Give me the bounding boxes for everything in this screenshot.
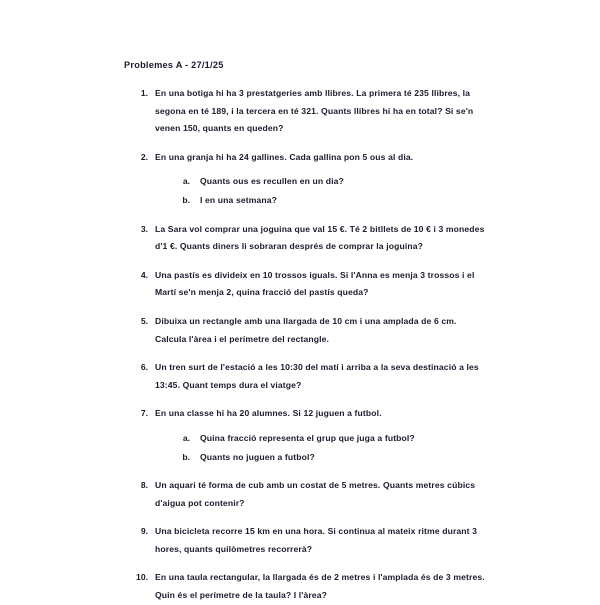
problem-item bbox=[124, 405, 490, 466]
problem-list bbox=[124, 85, 490, 605]
problem-marker: 7. bbox=[140, 408, 148, 419]
problem-item bbox=[124, 359, 490, 394]
problem-item bbox=[124, 149, 490, 210]
problem-text: Una pastís es divideix en 10 trossos iguals. Si l'Anna es menja 3 trossos i el Martí se'n menja 2, quina fracció del pastís queda? bbox=[155, 269, 475, 298]
problem-text: Un aquari té forma de cub amb un costat de 5 metres. Quants metres cúbics d'aigua pot contenir? bbox=[155, 480, 476, 508]
subitem-marker: b. bbox=[182, 451, 190, 462]
problem-item bbox=[124, 221, 490, 256]
problem-text: En una classe hi ha 20 alumnes. Si 12 juguen a futbol. bbox=[155, 408, 382, 419]
subitem-text: I en una setmana? bbox=[200, 194, 278, 205]
problem-item bbox=[124, 523, 490, 558]
problem-text: En una granja hi ha 24 gallines. Cada gallina pon 5 ous al dia. bbox=[155, 151, 414, 162]
problem-subitem-list bbox=[155, 173, 490, 209]
problem-subitem bbox=[172, 173, 490, 191]
subitem-text: Quants no juguen a futbol? bbox=[200, 451, 315, 462]
problem-marker: 6. bbox=[140, 362, 148, 373]
problem-marker: 4. bbox=[140, 269, 148, 280]
subitem-marker: a. bbox=[182, 432, 190, 443]
problem-subitem bbox=[172, 192, 490, 210]
problem-marker: 8. bbox=[140, 480, 148, 491]
subitem-marker: b. bbox=[182, 194, 190, 205]
problem-subitem-list bbox=[155, 430, 490, 466]
problem-text: En una taula rectangular, la llargada és de 2 metres i l'amplada és de 3 metres. Quin és el perímetre de la taula? I l'àrea? bbox=[155, 572, 485, 601]
problem-item bbox=[124, 267, 490, 302]
problem-text: La Sara vol comprar una joguina que val 15 €. Té 2 bitllets de 10 € i 3 monedes d'1 €. Quants diners li sobraran després de comprar la joguina? bbox=[155, 223, 485, 252]
problem-marker: 5. bbox=[140, 315, 148, 326]
subitem-text: Quina fracció representa el grup que juga a futbol? bbox=[200, 432, 415, 443]
problem-subitem bbox=[172, 449, 490, 467]
subitem-text: Quants ous es recullen en un dia? bbox=[200, 176, 344, 187]
problem-item bbox=[124, 569, 490, 604]
problem-text: Una bicicleta recorre 15 km en una hora. Si continua al mateix ritme durant 3 hores, quants quilòmetres recorrerà? bbox=[155, 526, 478, 554]
problem-item bbox=[124, 313, 490, 348]
problem-marker: 3. bbox=[140, 223, 148, 234]
problem-text: Dibuixa un rectangle amb una llargada de 10 cm i una amplada de 6 cm. Calcula l'àrea i el perímetre del rectangle. bbox=[155, 315, 457, 344]
problem-marker: 9. bbox=[140, 526, 148, 537]
problem-item bbox=[124, 85, 490, 138]
problem-text: Un tren surt de l'estació a les 10:30 del matí i arriba a la seva destinació a les 13:45. Quant temps dura el viatge? bbox=[155, 362, 479, 390]
problem-marker: 10. bbox=[136, 572, 148, 583]
problem-marker: 1. bbox=[140, 88, 148, 98]
page-title: Problemes A - 27/1/25 bbox=[124, 60, 224, 70]
problem-item bbox=[124, 477, 490, 512]
problem-text: En una botiga hi ha 3 prestatgeries amb llibres. La primera té 235 llibres, la segona en té 189, i la tercera en té 321. Quants llibres hi ha en total? Si se'n venen 150, quants en queden? bbox=[155, 88, 474, 134]
subitem-marker: a. bbox=[182, 176, 190, 187]
problem-subitem bbox=[172, 430, 490, 448]
problem-marker: 2. bbox=[140, 151, 148, 162]
